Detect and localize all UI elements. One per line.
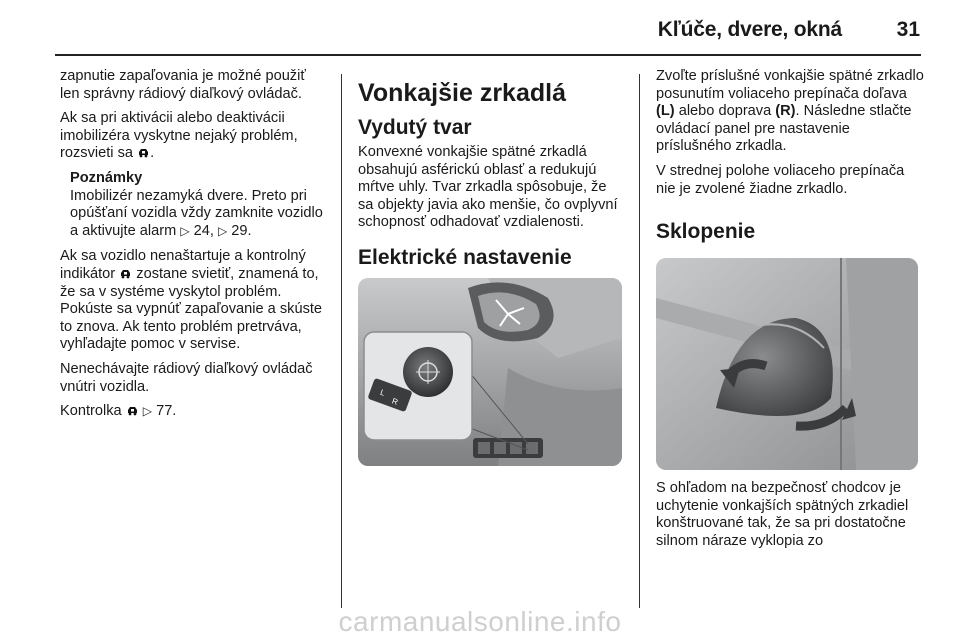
page-reference[interactable]: 77. <box>156 403 177 420</box>
reference-arrow-icon: ▷ <box>180 223 190 238</box>
reference-arrow-icon: ▷ <box>142 404 153 419</box>
subsection-heading: Sklopenie <box>656 220 756 244</box>
header-rule <box>55 54 921 56</box>
car-key-icon <box>119 268 132 279</box>
page-reference[interactable]: 29. <box>231 222 252 239</box>
paragraph: V strednej polohe voliaceho prepínača nie je zvolené žiadne zrkadlo. <box>656 162 905 197</box>
paragraph: Konvexné vonkajšie spätné zrkadlá obsahujú asférickú oblasť a redukujú mŕtve uhly. Tvar zrkadla spôsobuje, že sa objekty javia ako menšie, čo ovplyvní schopnosť odhadovať vzdialenosti. <box>358 144 618 231</box>
paragraph-text: Ak sa pri aktivácii alebo deaktivácii imobilizéra vyskytne nejaký problém, rozsvieti sa <box>60 110 298 162</box>
paragraph: Zvoľte príslušné vonkajšie spätné zrkadlo posunutím voliaceho prepínača doľava (L) alebo doprava (R). Následne stlačte ovládací panel pre nastavenie príslušného zrkadla. <box>656 68 924 155</box>
paragraph: S ohľadom na bezpečnosť chodcov je uchytenie vonkajších spätných zrkadiel konštruované tak, že sa pri dostatočne silnom náraze vyklopia zo <box>656 480 909 549</box>
left-label: (L) <box>656 103 675 120</box>
note-text: Imobilizér nezamyká dvere. Preto pri opúšťaní vozidla vždy zamknite vozidlo a aktivujte alarm ▷ 24, ▷ 29. <box>70 187 323 239</box>
subsection-heading: Vydutý tvar <box>358 116 472 139</box>
column-divider <box>639 74 640 608</box>
page-number: 31 <box>896 18 920 41</box>
paragraph: Ak sa vozidlo nenaštartuje a kontrolný indikátor zostane svietiť, znamená to, že sa v systéme vyskytol problém. Pokúste sa vypnúť zapaľovanie a skúste to znova. Ak tento problém pretrváva, vyhľadajte pomoc v servise. <box>60 248 323 353</box>
column-3 <box>656 68 924 558</box>
paragraph-text: . <box>150 145 155 162</box>
header-title: Kľúče, dvere, okná <box>657 18 842 41</box>
subsection-heading: Elektrické nastavenie <box>358 245 572 269</box>
reference-arrow-icon: ▷ <box>217 223 228 238</box>
right-label: (R) <box>775 103 796 120</box>
column-2 <box>358 72 624 466</box>
page-reference[interactable]: 24, <box>193 222 214 239</box>
mirror-folding-illustration <box>656 258 918 470</box>
page-header <box>0 0 960 56</box>
paragraph: Nenechávajte rádiový diaľkový ovládač vnútri vozidla. <box>60 360 313 395</box>
svg-text:L: L <box>378 387 387 398</box>
paragraph: zapnutie zapaľovania je možné použiť len správny rádiový diaľkový ovládač. <box>60 68 306 102</box>
column-1 <box>60 68 328 428</box>
section-heading: Vonkajšie zrkadlá <box>358 79 566 107</box>
note-title: Poznámky <box>70 169 143 186</box>
mirror-control-illustration <box>358 278 622 466</box>
car-key-icon <box>137 147 150 158</box>
column-divider <box>341 74 342 608</box>
paragraph: Kontrolka ▷ 77. <box>60 403 177 420</box>
watermark: carmanualsonline.info <box>338 606 622 637</box>
svg-text:R: R <box>390 396 400 407</box>
paragraph <box>60 110 328 163</box>
note-box <box>60 170 328 240</box>
car-key-icon <box>126 405 139 416</box>
